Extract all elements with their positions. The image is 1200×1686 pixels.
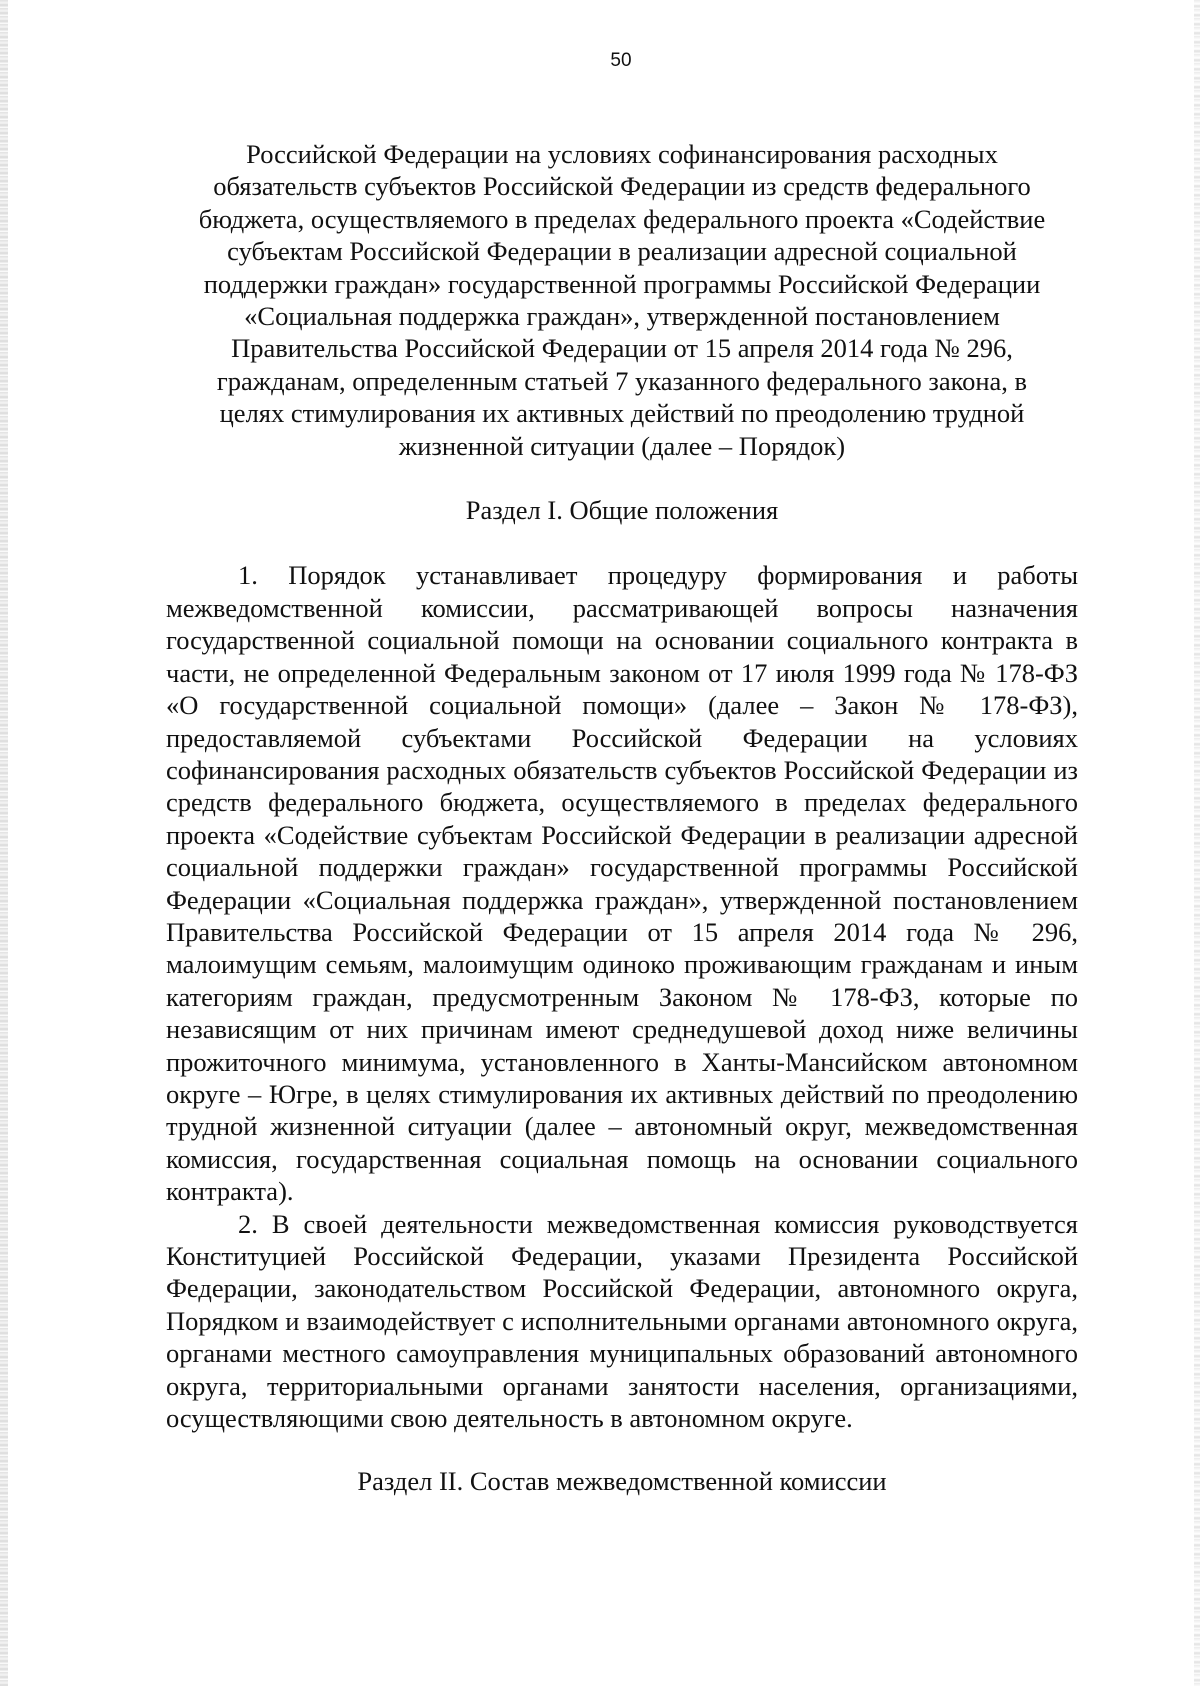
paragraph-2: 2. В своей деятельности межведомственная комиссия руководствуется Конституцией Российской Федерации, указами Президента Российской Федерации, законодательством Российской Федерации, автономного округа, Порядком и взаимодействует с исполнительными органами автономного округа, органами местного самоуправления муниципальных образований автономного округа, территориальными органами занятости населения, организациями, осуществляющими свою деятельность в автономном округе. xyxy=(166,1208,1078,1434)
title-line: Правительства Российской Федерации от 15 апреля 2014 года № 296, xyxy=(231,333,1013,364)
paragraph-1: 1. Порядок устанавливает процедуру формирования и работы межведомственной комиссии, рассматривающей вопросы назначения государственной социальной помощи на основании социального контракта в части, не определенной Федеральным законом от 17 июля 1999 года № 178-ФЗ «О государственной социальной помощи» (далее – Закон № 178-ФЗ), предоставляемой субъектами Российской Федерации на условиях софинансирования расходных обязательств субъектов Российской Федерации из средств федерального бюджета, осуществляемого в пределах федерального проекта «Содействие субъектам Российской Федерации в реализации адресной социальной поддержки граждан» государственной программы Российской Федерации «Социальная поддержка граждан», утвержденной постановлением Правительства Российской Федерации от 15 апреля 2014 года № 296, малоимущим семьям, малоимущим одиноко проживающим гражданам и иным категориям граждан, предусмотренным Законом № 178-ФЗ, которые по независящим от них причинам имеют среднедушевой доход ниже величины прожиточного минимума, установленного в Ханты-Мансийском автономном округе – Югре, в целях стимулирования их активных действий по преодолению трудной жизненной ситуации (далее – автономный округ, межведомственная комиссия, государственная социальная помощь на основании социального контракта). xyxy=(166,560,1078,1207)
scan-edge-right xyxy=(1194,0,1200,1686)
title-line: бюджета, осуществляемого в пределах федерального проекта «Содействие xyxy=(198,203,1046,234)
page-number: 50 xyxy=(610,50,632,71)
title-line: обязательств субъектов Российской Федерации из средств федерального xyxy=(213,171,1031,202)
section-heading-general: Раздел I. Общие положения xyxy=(465,495,779,526)
title-line: целях стимулирования их активных действий по преодолению трудной xyxy=(219,398,1025,429)
document-title xyxy=(166,138,1078,462)
title-line: гражданам, определенным статьей 7 указанного федерального закона, в xyxy=(216,365,1028,396)
title-line: субъектам Российской Федерации в реализации адресной социальной xyxy=(227,236,1017,267)
section-heading-composition: Раздел II. Состав межведомственной комиссии xyxy=(357,1466,887,1497)
title-line: «Социальная поддержка граждан», утвержденной постановлением xyxy=(244,301,1000,332)
scan-edge-left xyxy=(0,0,8,1686)
document-body xyxy=(166,138,1078,1498)
title-line: жизненной ситуации (далее – Порядок) xyxy=(398,430,846,461)
title-line: поддержки граждан» государственной программы Российской Федерации xyxy=(203,268,1041,299)
title-line: Российской Федерации на условиях софинансирования расходных xyxy=(246,139,998,169)
